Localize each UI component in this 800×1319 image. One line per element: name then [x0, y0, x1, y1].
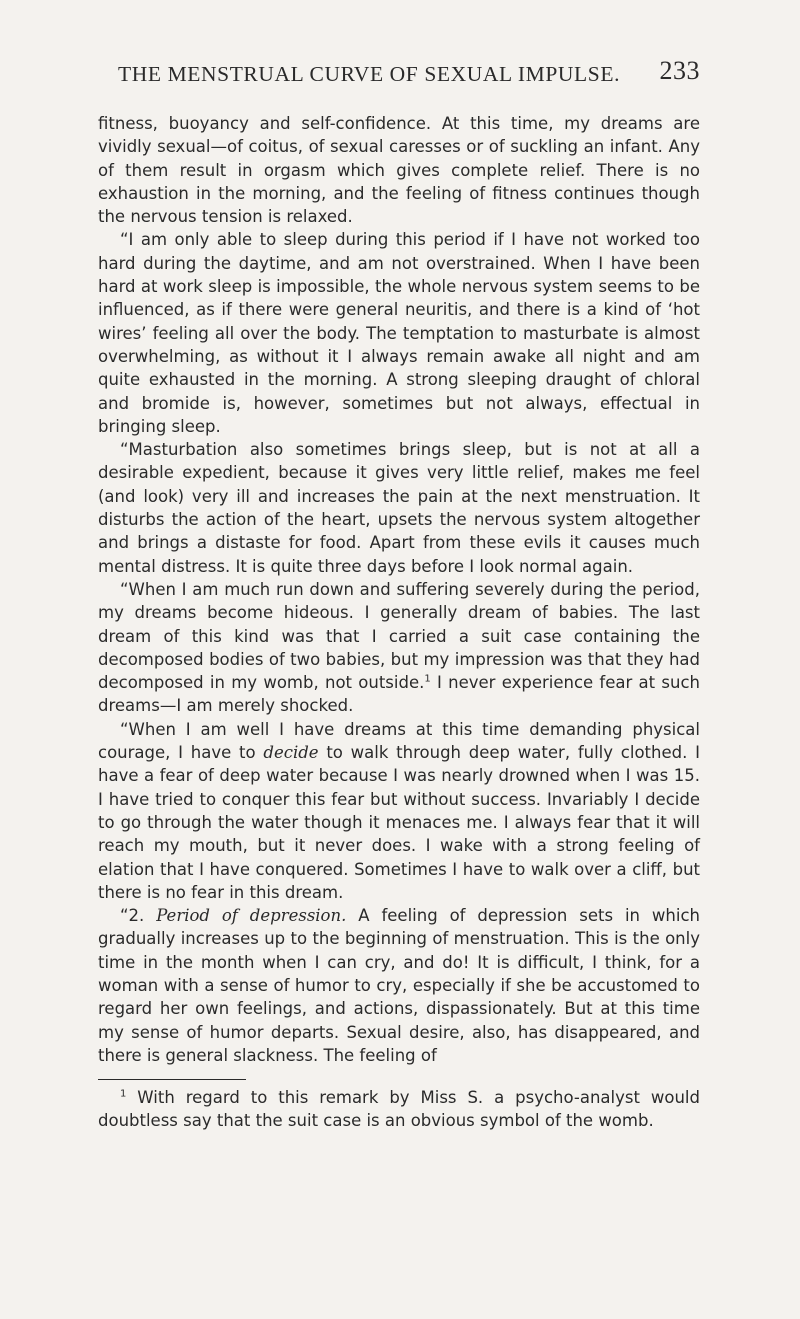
running-head: [98, 56, 700, 100]
running-title: THE MENSTRUAL CURVE OF SEXUAL IMPULSE.: [118, 62, 621, 86]
paragraph-5-emphasis: decide: [263, 743, 319, 763]
paragraph-3: “Masturbation also sometimes brings sleep, but is not at all a desirable expedient, because it gives very little relief, makes me feel (and look) very ill and increases the pain at the next menstruation. It disturbs the action of the heart, upsets the nervous system altogether and brings a distaste for food. Apart from these evils it causes much mental distress. It is quite three days before I look normal again.: [98, 440, 700, 576]
paragraph-6: [98, 904, 700, 1067]
paragraph-6-emphasis: Period of depression.: [156, 906, 347, 926]
paragraph-4-text-a: “When I am much run down and suffering severely during the period, my dreams become hideous. I generally dream of babies. The last dream of this kind was that I carried a suit case containing the decomposed bodies of two babies, but my impression was that they had decomposed in my womb, not outside.: [98, 579, 700, 693]
footnote: [98, 1086, 700, 1133]
paragraph-5: [98, 718, 700, 904]
footnote-text: With regard to this remark by Miss S. a psycho-analyst would doubtless say that the suit case is an obvious symbol of the womb.: [98, 1088, 700, 1131]
page-number: 233: [659, 56, 700, 85]
footnote-divider: [98, 1079, 246, 1080]
book-page: [98, 56, 700, 1133]
body-text: [98, 112, 700, 1067]
paragraph-6-text-a: “2.: [120, 906, 157, 926]
paragraph-6-text-b: A feeling of depression sets in which gradually increases up to the beginning of menstruation. This is the only time in the month when I can cry, and do! It is difficult, I think, for a woman with a sense of humor to cry, especially if she be accustomed to regard her own feelings, and actions, dispassionately. But at this time my sense of humor departs. Sexual desire, also, has disappeared, and there is general slackness. The feeling of: [98, 906, 700, 1065]
paragraph-4-text-b: I never experience fear at such dreams—I am merely shocked.: [98, 673, 700, 716]
footnote-reference: 1: [424, 673, 431, 685]
paragraph-4: [98, 578, 700, 718]
paragraph-5-text-a: “When I am well I have dreams at this time demanding physical courage, I have to: [98, 719, 700, 763]
paragraph-5-text-b: to walk through deep water, fully clothed. I have a fear of deep water because I was nearly drowned when I was 15. I have tried to conquer this fear but without success. Invariably I decide to go through the water though it menaces me. I always fear that it will reach my mouth, but it never does. I wake with a strong feeling of elation that I have conquered. Sometimes I have to walk over a cliff, but there is no fear in this dream.: [98, 743, 700, 902]
paragraph-2: “I am only able to sleep during this period if I have not worked too hard during the daytime, and am not overstrained. When I have been hard at work sleep is impossible, the whole nervous system seems to be influenced, as if there were general neuritis, and there is a kind of ‘hot wires’ feeling all over the body. The temptation to masturbate is almost overwhelming, as without it I always remain awake all night and am quite exhausted in the morning. A strong sleeping draught of chloral and bromide is, however, sometimes but not always, effectual in bringing sleep.: [98, 230, 700, 436]
footnote-mark: 1: [120, 1088, 127, 1100]
paragraph-1: fitness, buoyancy and self-confidence. At this time, my dreams are vividly sexual—of coitus, of sexual caresses or of suckling an infant. Any of them result in orgasm which gives complete relief. There is no exhaustion in the morning, and the feeling of fitness continues though the nervous tension is relaxed.: [98, 114, 700, 227]
